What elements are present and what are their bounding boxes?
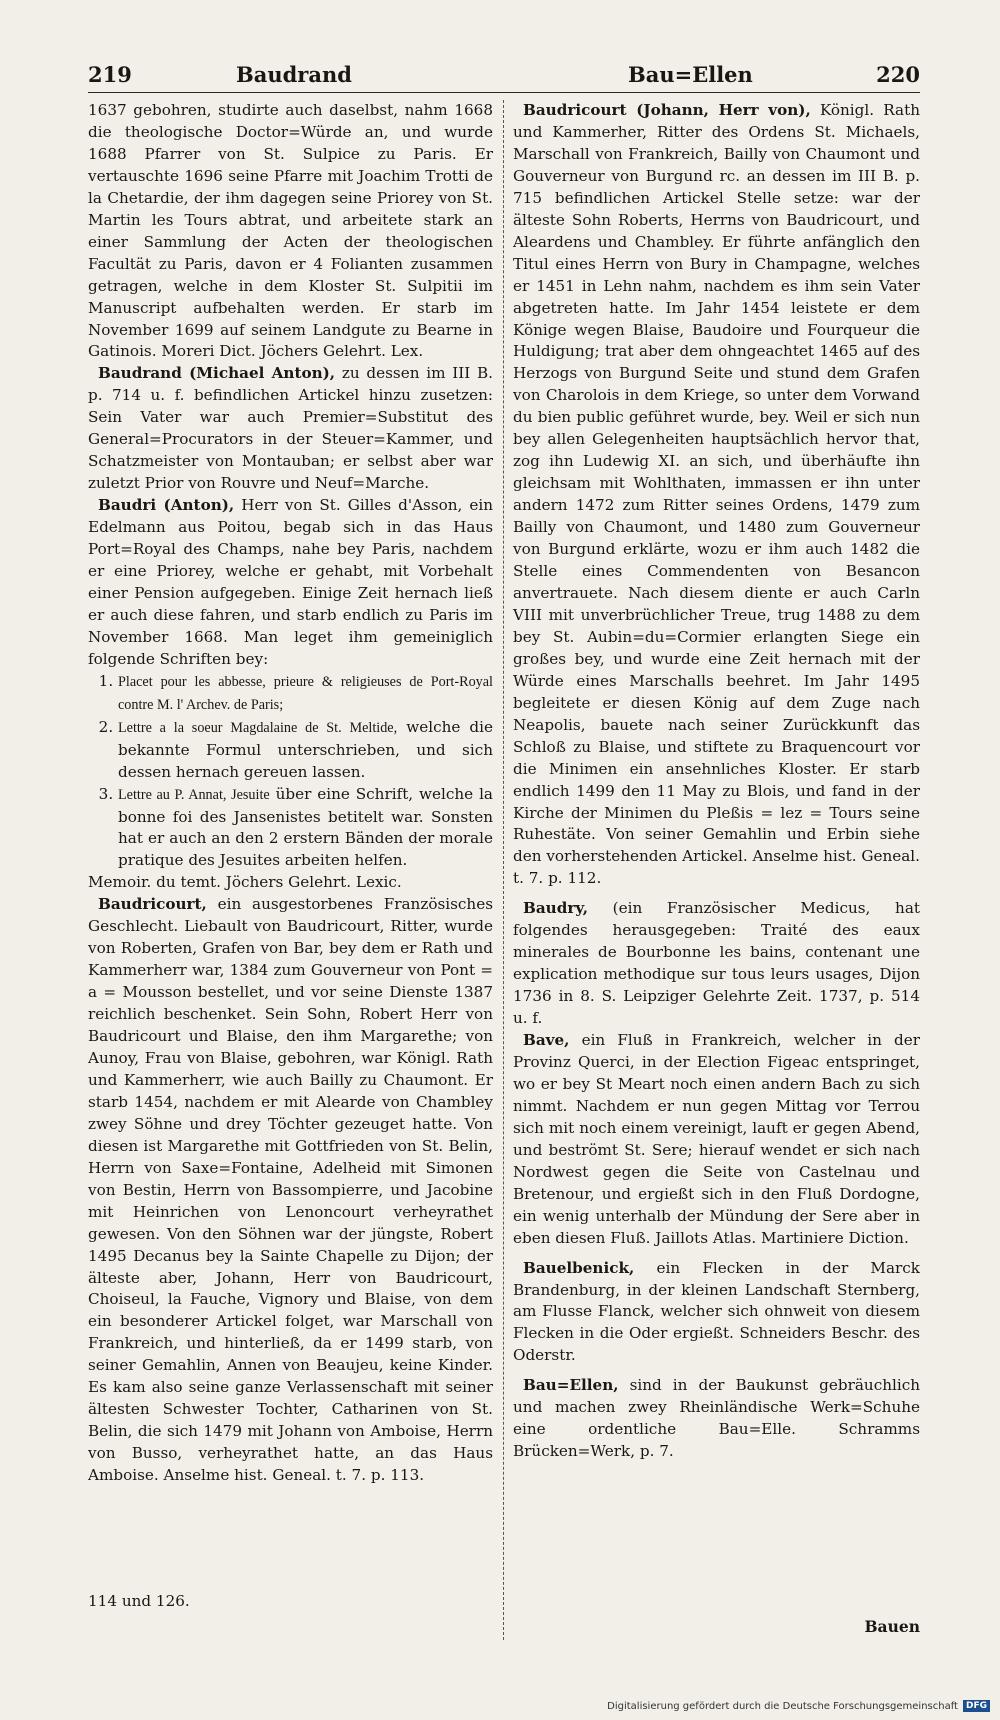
entry-paragraph: Bauelbenick, ein Flecken in der Marck Brandenburg, in der kleinen Landschaft Sternberg, am Flusse Flanck, welcher sich ohnweit von diesem Flecken in die Oder ergießt. Schneiders Beschr. des Oderstr. [513,1258,920,1365]
dfg-logo-icon: DFG [963,1700,990,1712]
entry-headword: Baudricourt, [98,895,207,914]
list-item: 2. Lettre a la soeur Magdalaine de St. Meltide, welche die bekannte Formul unterschrieben, und sich dessen hernach gereuen lassen. [118,717,493,784]
list-item: 3. Lettre au P. Annat, Jesuite über eine Schrift, welche la bonne foi des Jansenistes betitelt war. Sonsten hat er auch an den 2 erstern Bänden der morale pratique des Jesuites arbeiten helfen. [118,784,493,873]
page-number-right: 220 [876,62,920,87]
footer-credit: Digitalisierung gefördert durch die Deutsche Forschungsgemeinschaft [607,1700,958,1712]
left-column [88,100,493,1487]
entry-headword: Bau=Ellen, [523,1376,619,1395]
entry-headword: Baudrand (Michael Anton), [98,364,336,383]
page-number-left: 219 [88,62,132,87]
digitization-footer [607,1700,990,1712]
entry-headword: Bauelbenick, [523,1258,635,1277]
entry-paragraph: Baudricourt, ein ausgestorbenes Französisches Geschlecht. Liebault von Baudricourt, Ritter, wurde von Roberten, Grafen von Bar, bey dem er Rath und Kammerherr war, 1384 zum Gouverneur von Pont = a = Mousson bestellet, und vor seine Dienste 1387 reichlich beschenket. Sein Sohn, Robert Herr von Baudricourt und Blaise, den ihm Margarethe; von Aunoy, Frau von Blaise, gebohren, war Königl. Rath und Kammerherr, wie auch Bailly zu Chaumont. Er starb 1454, nachdem er mit Alearde von Chambley zwey Söhne und drey Töchter gezeuget hatte. Von diesen ist Margarethe mit Gottfrieden von St. Belin, Herrn von Saxe=Fontaine, Adelheid mit Simonen von Bestin, Herrn von Bassompierre, und Jacobine mit Heinrichen von Lenoncourt verheyrathet gewesen. Von den Söhnen war der jüngste, Robert 1495 Decanus bey la Sainte Chapelle zu Dijon; der älteste aber, Johann, Herr von Baudricourt, Choiseul, la Fauche, Vignory und Blaise, von dem ein besonderer Artickel folget, war Marschall von Frankreich, und hinterließ, da er 1499 starb, von seiner Gemahlin, Annen von Beaujeu, keine Kinder. Es kam also seine ganze Verlassenschaft mit seiner ältesten Schwester Tochter, Catharinen von St. Belin, die sich 1479 mit Johann von Amboise, Herrn von Busso, verheyrathet hatte, an das Haus Amboise. Anselme hist. Geneal. t. 7. p. 113. [88,895,493,1485]
entry-paragraph: 1637 gebohren, studirte auch daselbst, nahm 1668 die theologische Doctor=Würde an, und wurde 1688 Pfarrer von St. Sulpice zu Paris. Er vertauschte 1696 seine Pfarre mit Joachim Trotti de la Chetardie, der ihm dagegen seine Priorey von St. Martin les Tours abtrat, und arbeitete stark an einer Sammlung der Acten der theologischen Facultät zu Paris, davon er 4 Folianten zusammen getragen, welche in dem Kloster St. Sulpitii im Manuscript aufbehalten werden. Er starb im November 1699 auf seinem Landgute zu Bearne in Gatinois. Moreri Dict. Jöchers Gelehrt. Lex. [88,101,493,361]
entry-headword: Baudri (Anton), [98,496,235,515]
entry-paragraph: Bau=Ellen, sind in der Baukunst gebräuchlich und machen zwey Rheinländische Werk=Schuhe eine ordentliche Bau=Elle. Schramms Brücken=Werk, p. 7. [513,1376,920,1461]
column-divider [503,100,504,1640]
works-list [88,671,493,873]
entry-paragraph: Baudri (Anton), Herr von St. Gilles d'Asson, ein Edelmann aus Poitou, begab sich in das Haus Port=Royal des Champs, nahe bey Paris, nachdem er eine Priorey, welche er gehabt, mit Vorbehalt einer Pension aufgegeben. Einige Zeit hernach ließ er auch diese fahren, und starb endlich zu Paris im November 1668. Man leget ihm gemeiniglich folgende Schriften bey: [88,496,493,668]
list-item: 1. Placet pour les abbesse, prieure & religieuses de Port-Royal contre M. l' Archev. de Paris; [118,671,493,717]
left-column-tail: 114 und 126. [88,1592,190,1610]
entry-paragraph: Baudrand (Michael Anton), zu dessen im III B. p. 714 u. f. befindlichen Artickel hinzu zusetzen: Sein Vater war auch Premier=Substitut des General=Procurators in der Steuer=Kammer, und Schatzmeister von Montauban; er selbst aber war zuletzt Prior von Rouvre und Neuf=Marche. [88,364,494,493]
entry-paragraph: Baudricourt (Johann, Herr von), Königl. Rath und Kammerher, Ritter des Ordens St. Michaels, Marschall von Frankreich, Bailly von Chaumont und Gouverneur von Burgund rc. an dessen im III B. p. 715 befindlichen Artickel Stelle setze: war der älteste Sohn Roberts, Herrns von Baudricourt, und Aleardens und Chambley. Er führte anfänglich den Titul eines Herrn von Bury in Champagne, welches er 1451 in Lehn nahm, nachdem es ihm sein Vater abgetreten hatte. Im Jahr 1454 leistete er dem Könige wegen Blaise, Baudoire und Fourqueur die Huldigung; trat aber dem ohngeachtet 1465 auf des Herzogs von Burgund Seite und stund dem Grafen von Charolois in dem Kriege, so unter dem Vorwand du bien public geführet wurde, bey. Weil er sich nun bey allen Gelegenheiten hauptsächlich hervor that, zog ihn Ludewig XI. an sich, und überhäufte ihn gleichsam mit Wohlthaten, immassen er ihn unter andern 1472 zum Ritter seines Ordens, 1479 zum Bailly von Chaumont, und 1480 zum Gouverneur von Burgund erklärte, wozu er ihm auch 1482 die Stelle eines Commendenten von Besancon anvertrauete. Nach diesem diente er auch Carln VIII mit unverbrüchlicher Treue, trug 1488 zu dem bey St. Aubin=du=Cormier erlangten Siege ein großes bey, und wurde eine Zeit hernach mit der Würde eines Marschalls beehret. Im Jahr 1495 begleitete er diesen König auf dem Zuge nach Neapolis, bauete nach seiner Zurückkunft das Schloß zu Blaise, und stiftete zu Braquencourt vor die Minimen ein ansehnliches Kloster. Er starb endlich 1499 den 11 May zu Blois, und fand in der Kirche der Minimen du Pleßis = lez = Tours seine Ruhestäte. Von seiner Gemahlin und Erbin siehe den vorherstehenden Artickel. Anselme hist. Geneal. t. 7. p. 112. [513,101,920,888]
header-title-left: Baudrand [236,62,352,87]
right-column [513,100,920,1463]
entry-headword: Baudricourt (Johann, Herr von), [523,101,811,119]
entry-paragraph: Bave, ein Fluß in Frankreich, welcher in der Provinz Querci, in der Election Figeac entspringet, wo er bey St Meart noch einen andern Bach zu sich nimmt. Nachdem er nun gegen Mittag vor Terrou sich mit noch einem vereinigt, lauft er gegen Abend, und beströmt St. Sere; hierauf wendet er sich nach Nordwest gegen die Seite von Castelnau und Bretenour, und ergießt sich in den Fluß Dordogne, ein wenig unterhalb der Mündung der Sere aber in eben diesen Fluß. Jaillots Atlas. Martiniere Diction. [513,1031,920,1247]
entry-headword: Baudry, [523,899,588,918]
running-header [88,60,920,94]
header-title-right: Bau=Ellen [628,62,753,87]
entry-headword: Bave, [523,1031,570,1050]
header-rule [88,92,920,93]
entry-paragraph: Baudry, (ein Französischer Medicus, hat folgendes herausgegeben: Traité des eaux minerales de Bourbonne les bains, contenant une explication methodique sur tous leurs usages, Dijon 1736 in 8. S. Leipziger Gelehrte Zeit. 1737, p. 514 u. f. [513,899,920,1028]
source-reference: Memoir. du temt. Jöchers Gelehrt. Lexic. [88,873,402,892]
catchword: Bauen [864,1617,920,1636]
